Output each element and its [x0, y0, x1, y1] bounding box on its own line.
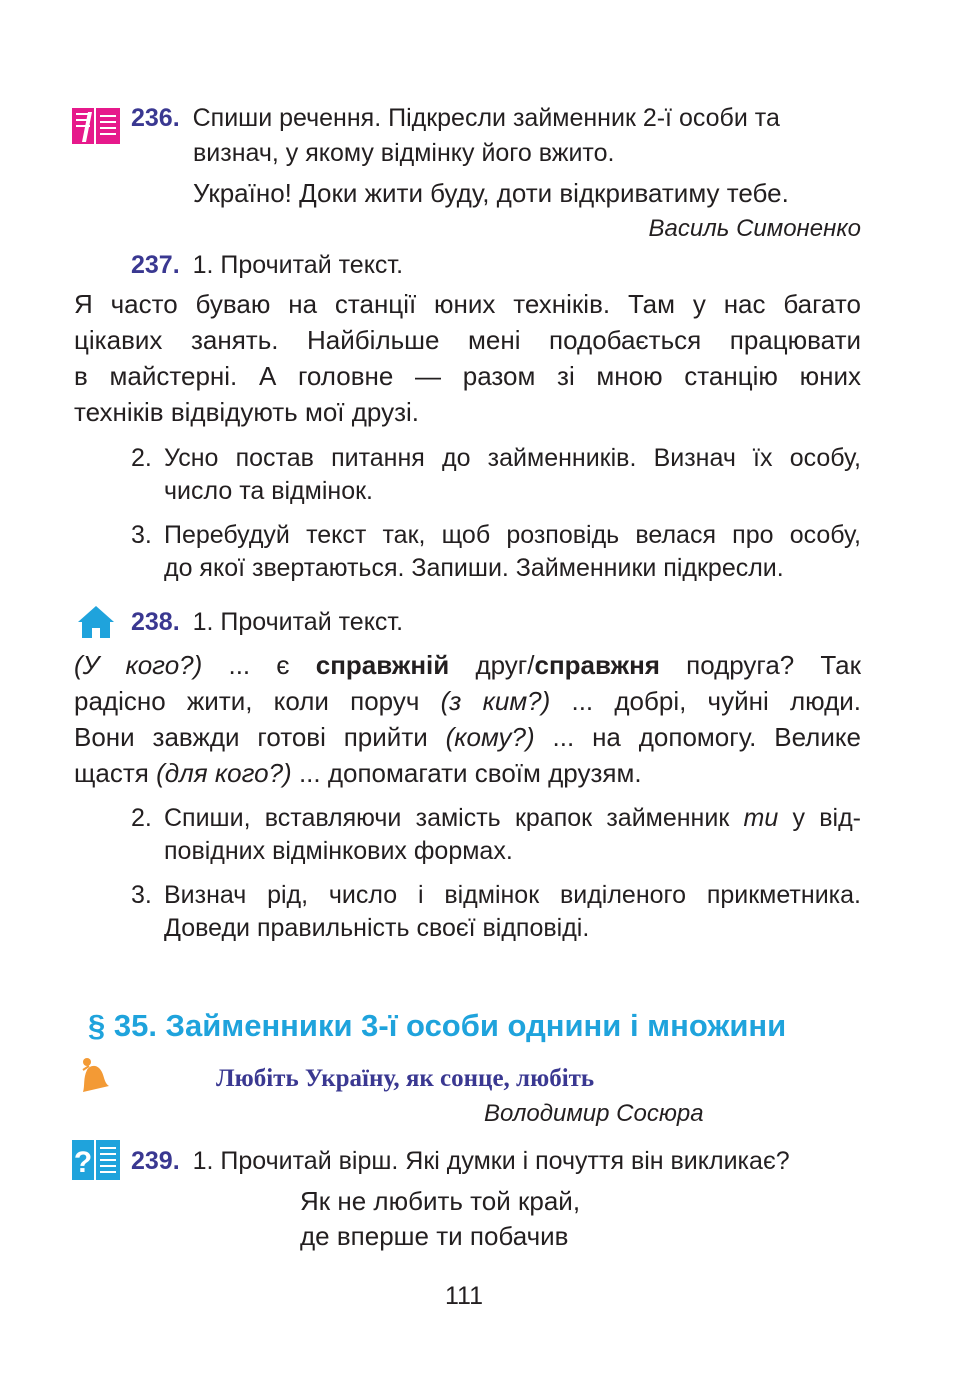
- exercise-237-task1: [131, 248, 403, 283]
- text-fragment: ... допомагати своїм друзям.: [291, 758, 642, 788]
- exercise-239-task1: [131, 1144, 790, 1179]
- exercise-number: 239.: [131, 1147, 180, 1175]
- quote-author: Василь Симоненко: [648, 215, 861, 242]
- text-fragment: Вони завжди готові прийти: [74, 722, 446, 752]
- epigraph-author: Володимир Сосюра: [484, 1100, 704, 1127]
- task-number: 2.: [131, 444, 152, 472]
- text-fragment: радісно жити, коли поруч: [74, 686, 441, 716]
- task-text: Перебудуй текст так, щоб розповідь велася про особу,: [164, 521, 861, 549]
- question-hint: (кому?): [445, 722, 535, 752]
- task-text: [164, 801, 861, 836]
- bell-icon: [79, 1056, 117, 1096]
- task-text: Усно постав питання до займенників. Визнач їх особу,: [164, 444, 861, 472]
- reading-text-line: техніків відвідують мої друзі.: [74, 397, 419, 427]
- task-text: повідних відмінкових формах.: [164, 837, 513, 865]
- task-number: 2.: [131, 804, 152, 832]
- quote: Україно! Доки жити буду, доти відкриватиму тебе.: [193, 178, 789, 208]
- home-icon: [76, 604, 116, 640]
- highlighted-adjective: справжня: [534, 650, 660, 680]
- task-text: 1. Прочитай текст.: [192, 251, 404, 279]
- exercise-238-task1: [131, 605, 403, 640]
- reading-text-line: цікавих занять. Найбільше мені подобається працювати: [74, 325, 861, 355]
- svg-text:?: ?: [73, 1146, 93, 1179]
- exercise-number: 238.: [131, 608, 180, 636]
- poem-line: Як не любить той край,: [300, 1186, 581, 1216]
- task-text: Спиши речення. Підкресли займенник 2-ї особи та: [192, 104, 780, 132]
- task-number: 3.: [131, 521, 152, 549]
- task-number: 3.: [131, 881, 152, 909]
- poem-line: де вперше ти побачив: [300, 1221, 569, 1251]
- task-text: Визнач рід, число і відмінок виділеного прикметника.: [164, 881, 861, 909]
- highlighted-adjective: справжній: [315, 650, 450, 680]
- reading-text-line: Я часто буваю на станції юних техніків. Там у нас багато: [74, 289, 861, 319]
- exercise-236-line2: визнач, у якому відмінку його вжито.: [193, 139, 615, 167]
- question-hint: (з ким?): [440, 686, 551, 716]
- writing-book-icon: [72, 104, 120, 146]
- question-hint: (для кого?): [156, 758, 292, 788]
- exercise-236-line1: [131, 101, 861, 136]
- section-title: § 35. Займенники 3-ї особи однини і множини: [88, 1008, 787, 1043]
- task-text: 1. Прочитай текст.: [192, 608, 404, 636]
- reading-text-line: [74, 648, 861, 683]
- reading-text-line: [74, 684, 861, 719]
- reading-text-line: в майстерні. А головне — разом зі мною станцію юних: [74, 361, 861, 391]
- reading-text-line: [74, 756, 642, 791]
- text-fragment: Спиши, вставляючи замість крапок займенник: [164, 804, 744, 832]
- task-text: Доведи правильність своєї відповіді.: [164, 914, 590, 942]
- text-fragment: друг/: [449, 650, 535, 680]
- question-hint: (У кого?): [74, 650, 203, 680]
- text-fragment: ... на допомогу. Велике: [534, 722, 861, 752]
- text-fragment: щастя: [74, 758, 157, 788]
- page-number: 111: [445, 1282, 484, 1310]
- text-fragment: у від-: [778, 804, 861, 832]
- exercise-number: 236.: [131, 104, 180, 132]
- task-text: 1. Прочитай вірш. Які думки і почуття він викликає?: [192, 1147, 790, 1175]
- task-text: до якої звертаються. Запиши. Займенники підкресли.: [164, 554, 784, 582]
- pronoun: ти: [743, 804, 779, 832]
- text-fragment: ... є: [202, 650, 316, 680]
- exercise-number: 237.: [131, 251, 180, 279]
- text-fragment: подруга? Так: [659, 650, 861, 680]
- text-fragment: ... добрі, чуйні люди.: [550, 686, 861, 716]
- reading-text-line: [74, 720, 861, 755]
- epigraph: Любіть Україну, як сонце, любіть: [216, 1065, 595, 1092]
- task-text: число та відмінок.: [164, 477, 373, 505]
- question-book-icon: [72, 1138, 120, 1182]
